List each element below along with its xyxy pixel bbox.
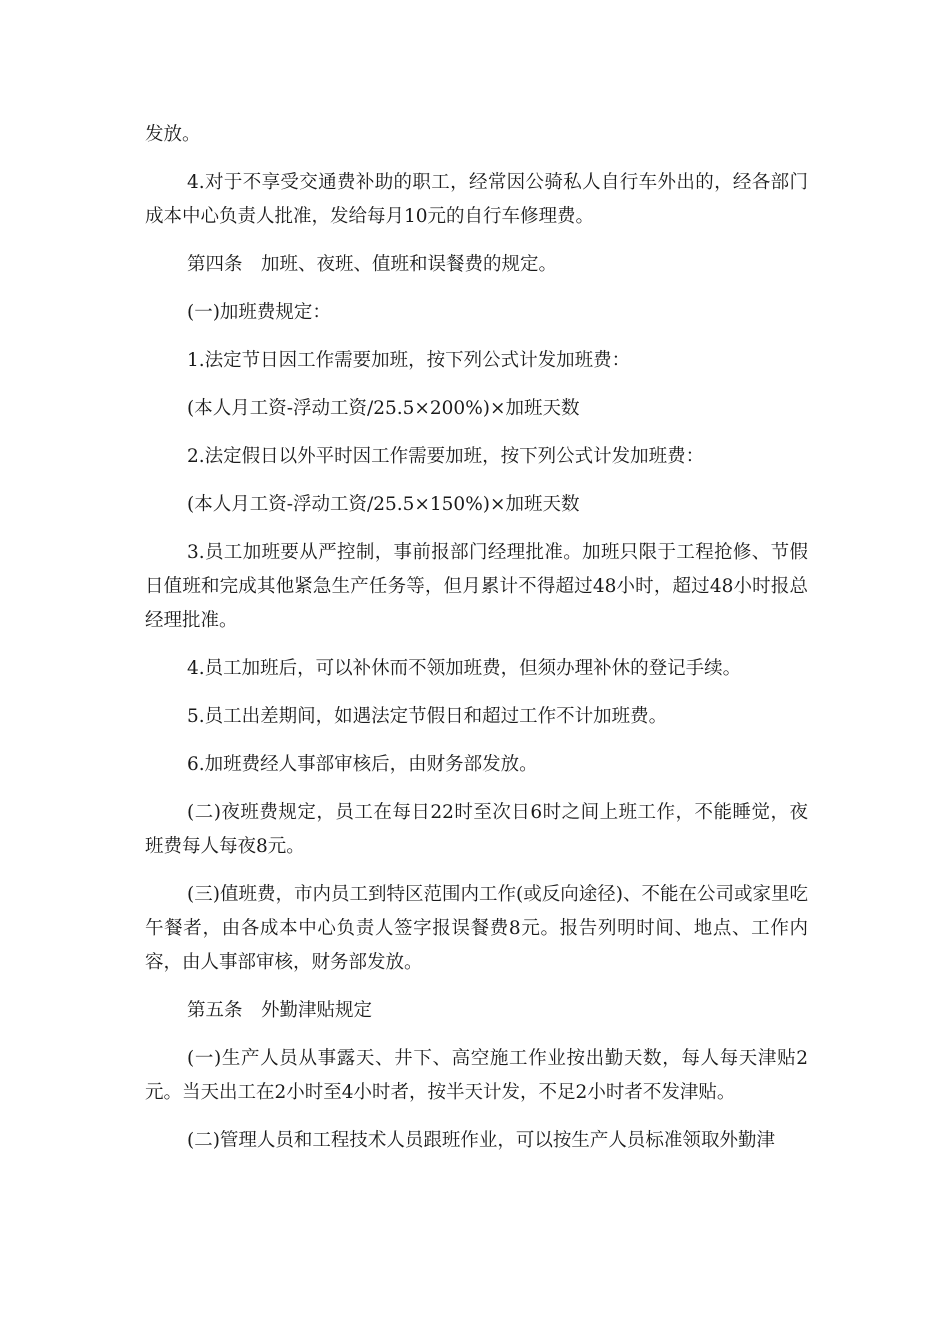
paragraph: 1.法定节日因工作需要加班，按下列公式计发加班费： — [187, 350, 631, 371]
paragraph: (一)生产人员从事露天、井下、高空施工作业按出勤天数，每人每天津贴2元。当天出工在2小时至4小时者，按半天计发，不足2小时者不发津贴。 — [145, 1048, 808, 1103]
paragraph: 6.加班费经人事部审核后，由财务部发放。 — [187, 754, 538, 775]
formula: (本人月工资-浮动工资/25.5×150%)×加班天数 — [187, 494, 580, 515]
formula: (本人月工资-浮动工资/25.5×200%)×加班天数 — [187, 398, 580, 419]
paragraph: 5.员工出差期间，如遇法定节假日和超过工作不计加班费。 — [187, 706, 668, 727]
paragraph: (一)加班费规定： — [187, 302, 331, 323]
paragraph: (二)夜班费规定，员工在每日22时至次日6时之间上班工作，不能睡觉，夜班费每人每夜8元。 — [145, 802, 808, 857]
section-heading: 第四条 加班、夜班、值班和误餐费的规定。 — [187, 254, 558, 275]
paragraph: (三)值班费，市内员工到特区范围内工作(或反向途径)、不能在公司或家里吃午餐者，由各成本中心负责人签字报误餐费8元。报告列明时间、地点、工作内容，由人事部审核，财务部发放。 — [145, 884, 808, 973]
section-heading: 第五条 外勤津贴规定 — [187, 1000, 373, 1021]
paragraph: 2.法定假日以外平时因工作需要加班，按下列公式计发加班费： — [187, 446, 705, 467]
document-body — [145, 118, 808, 1172]
paragraph: 4.员工加班后，可以补休而不领加班费，但须办理补休的登记手续。 — [187, 658, 742, 679]
paragraph: 3.员工加班要从严控制，事前报部门经理批准。加班只限于工程抢修、节假日值班和完成其他紧急生产任务等，但月累计不得超过48小时，超过48小时报总经理批准。 — [145, 542, 808, 631]
paragraph: 4.对于不享受交通费补助的职工，经常因公骑私人自行车外出的，经各部门成本中心负责人批准，发给每月10元的自行车修理费。 — [145, 172, 808, 227]
paragraph: 发放。 — [145, 124, 201, 145]
paragraph: (二)管理人员和工程技术人员跟班作业，可以按生产人员标准领取外勤津 — [187, 1130, 775, 1151]
